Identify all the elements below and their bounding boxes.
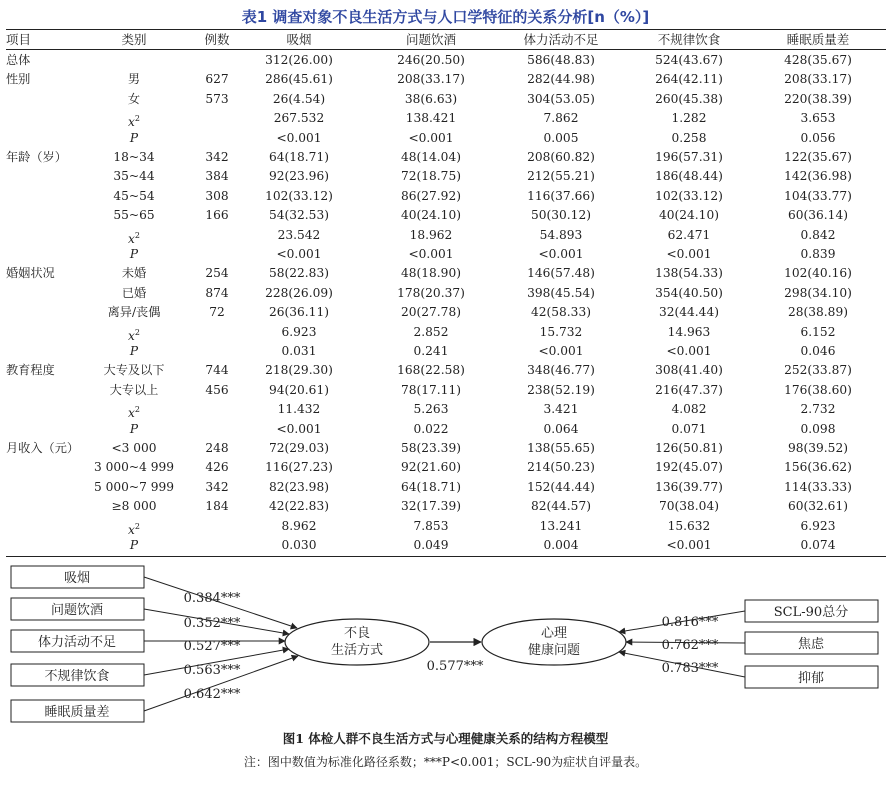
cell-category: 未婚 xyxy=(121,266,147,281)
cell-smoking: 0.030 xyxy=(281,538,317,552)
cell-poor-sleep: 104(33.77) xyxy=(784,188,852,203)
cell-drinking: 78(17.11) xyxy=(401,382,461,397)
cell-category: $x^2$ xyxy=(128,114,140,130)
cell-category: 55~65 xyxy=(113,208,155,223)
cell-drinking: 178(20.37) xyxy=(397,285,465,300)
cell-drinking: <0.001 xyxy=(408,130,454,145)
cell-poor-sleep: 2.732 xyxy=(800,402,836,417)
cell-poor-sleep: 122(35.67) xyxy=(784,150,852,164)
cell-count: 744 xyxy=(205,363,229,378)
cell-inactivity: 586(48.83) xyxy=(527,53,595,67)
indicator-label: 体力活动不足 xyxy=(37,635,117,650)
cell-inactivity: 116(37.66) xyxy=(527,188,595,203)
cell-category: 3 000~4 999 xyxy=(94,460,174,475)
structural-coefficient: 0.577*** xyxy=(426,659,484,674)
cell-poor-sleep: 6.923 xyxy=(800,518,836,533)
cell-irregular-diet: 126(50.81) xyxy=(655,441,723,455)
cell-drinking: 64(18.71) xyxy=(401,479,461,494)
header-irregular-diet: 不规律饮食 xyxy=(657,32,721,47)
cell-inactivity: 138(55.65) xyxy=(527,441,595,455)
cell-poor-sleep: 208(33.17) xyxy=(784,72,852,87)
cell-count: 254 xyxy=(205,266,229,281)
cell-item: 年龄（岁） xyxy=(6,150,67,164)
cell-category: P xyxy=(129,247,139,261)
cell-item: 月收入（元） xyxy=(6,441,80,455)
cell-drinking: 48(14.04) xyxy=(401,150,461,164)
cell-category: P xyxy=(129,538,139,552)
cell-category: $x^2$ xyxy=(128,327,140,343)
cell-drinking: 48(18.90) xyxy=(401,266,461,281)
cell-smoking: 312(26.00) xyxy=(265,53,333,67)
cell-smoking: 26(36.11) xyxy=(269,305,329,320)
cell-irregular-diet: 524(43.67) xyxy=(655,53,723,67)
cell-item: 婚姻状况 xyxy=(6,266,55,281)
cell-drinking: 20(27.78) xyxy=(401,305,461,320)
cell-irregular-diet: 196(57.31) xyxy=(655,150,723,164)
cell-irregular-diet: <0.001 xyxy=(666,344,712,358)
cell-count: 573 xyxy=(205,91,229,106)
cell-smoking: 116(27.23) xyxy=(265,460,333,475)
cell-count: 456 xyxy=(205,382,229,397)
cell-smoking: <0.001 xyxy=(276,421,322,436)
loading-coefficient: 0.762*** xyxy=(661,638,719,653)
cell-category: <3 000 xyxy=(111,441,157,455)
cell-inactivity: 146(57.48) xyxy=(527,266,595,281)
cell-drinking: 18.962 xyxy=(409,227,453,242)
cell-category: 45~54 xyxy=(113,188,155,203)
header-drinking: 问题饮酒 xyxy=(405,32,457,47)
cell-inactivity: 0.005 xyxy=(543,130,579,145)
cell-smoking: 0.031 xyxy=(281,344,317,358)
cell-poor-sleep: 428(35.67) xyxy=(784,53,852,67)
cell-category: ≥8 000 xyxy=(111,499,157,514)
cell-inactivity: 7.862 xyxy=(543,111,579,126)
cell-drinking: 168(22.58) xyxy=(397,363,465,378)
cell-smoking: 42(22.83) xyxy=(269,499,329,514)
indicator-label: 问题饮酒 xyxy=(50,603,104,618)
cell-category: 5 000~7 999 xyxy=(94,479,174,494)
cell-category: P xyxy=(129,344,139,358)
cell-irregular-diet: 15.632 xyxy=(667,518,711,533)
cell-irregular-diet: <0.001 xyxy=(666,247,712,261)
table-bottom-rule xyxy=(6,556,886,557)
cell-count: 72 xyxy=(209,305,225,320)
cell-poor-sleep: 6.152 xyxy=(800,324,836,339)
outcome-indicator-label: SCL-90总分 xyxy=(773,605,849,620)
header-item: 项目 xyxy=(6,32,32,47)
cell-smoking: 267.532 xyxy=(273,111,325,126)
cell-poor-sleep: 114(33.33) xyxy=(784,479,852,494)
cell-irregular-diet: 70(38.04) xyxy=(659,499,719,514)
cell-inactivity: 0.064 xyxy=(543,421,579,436)
cell-smoking: 64(18.71) xyxy=(269,150,329,164)
cell-inactivity: <0.001 xyxy=(538,247,584,261)
cell-inactivity: 3.421 xyxy=(543,402,579,417)
cell-irregular-diet: 0.071 xyxy=(671,421,707,436)
cell-inactivity: 13.241 xyxy=(539,518,583,533)
header-category: 类别 xyxy=(121,32,147,47)
cell-inactivity: 54.893 xyxy=(539,227,583,242)
cell-inactivity: 214(50.23) xyxy=(527,460,595,475)
cell-irregular-diet: 264(42.11) xyxy=(655,72,723,87)
cell-drinking: 138.421 xyxy=(405,111,457,126)
cell-count: 627 xyxy=(205,72,229,87)
cell-inactivity: 42(58.33) xyxy=(531,305,591,320)
cell-inactivity: 398(45.54) xyxy=(527,285,595,300)
cell-poor-sleep: 0.074 xyxy=(800,538,836,552)
cell-poor-sleep: 142(36.98) xyxy=(784,169,852,184)
cell-smoking: 58(22.83) xyxy=(269,266,329,281)
cell-irregular-diet: 192(45.07) xyxy=(655,460,723,475)
cell-item: 总体 xyxy=(6,53,31,67)
figure-caption: 图1 体检人群不良生活方式与心理健康关系的结构方程模型 xyxy=(282,731,609,746)
cell-count: 342 xyxy=(205,150,229,164)
cell-irregular-diet: 14.963 xyxy=(667,324,711,339)
cell-category: P xyxy=(129,421,139,436)
cell-category: 离异/丧偶 xyxy=(107,305,161,320)
cell-irregular-diet: 216(47.37) xyxy=(655,382,723,397)
cell-smoking: 8.962 xyxy=(281,518,317,533)
cell-irregular-diet: 62.471 xyxy=(667,227,711,242)
cell-count: 184 xyxy=(205,499,229,514)
cell-poor-sleep: 0.842 xyxy=(800,227,836,242)
cell-category: $x^2$ xyxy=(128,230,140,246)
loading-coefficient: 0.783*** xyxy=(661,661,719,676)
cell-smoking: 228(26.09) xyxy=(265,285,333,300)
cell-inactivity: 238(52.19) xyxy=(527,382,595,397)
cell-poor-sleep: 0.046 xyxy=(800,344,836,358)
cell-irregular-diet: <0.001 xyxy=(666,538,712,552)
cell-item: 教育程度 xyxy=(6,363,55,378)
cell-irregular-diet: 186(48.44) xyxy=(655,169,723,184)
cell-drinking: 32(17.39) xyxy=(401,499,461,514)
cell-smoking: 72(29.03) xyxy=(269,441,329,455)
cell-count: 874 xyxy=(205,285,229,300)
cell-category: 35~44 xyxy=(113,169,155,184)
table-title: 表1 调查对象不良生活方式与人口学特征的关系分析[n（%）] xyxy=(241,8,650,26)
cell-inactivity: 282(44.98) xyxy=(527,72,595,87)
cell-irregular-diet: 102(33.12) xyxy=(655,188,723,203)
cell-smoking: <0.001 xyxy=(276,130,322,145)
cell-poor-sleep: 176(38.60) xyxy=(784,382,852,397)
latent-lifestyle-label: 生活方式 xyxy=(330,643,384,658)
cell-smoking: 26(4.54) xyxy=(272,91,326,106)
cell-drinking: 208(33.17) xyxy=(397,72,465,87)
cell-drinking: 38(6.63) xyxy=(404,91,458,106)
cell-poor-sleep: 28(38.89) xyxy=(788,305,848,320)
cell-drinking: 86(27.92) xyxy=(401,188,461,203)
cell-poor-sleep: 98(39.52) xyxy=(788,441,848,455)
cell-inactivity: <0.001 xyxy=(538,344,584,358)
cell-smoking: 94(20.61) xyxy=(269,382,329,397)
cell-poor-sleep: 156(36.62) xyxy=(784,460,852,475)
cell-category: 已婚 xyxy=(121,285,147,300)
header-smoking: 吸烟 xyxy=(286,32,312,47)
cell-category: 大专以上 xyxy=(109,382,159,397)
cell-irregular-diet: 354(40.50) xyxy=(655,285,723,300)
cell-drinking: 0.049 xyxy=(413,538,449,552)
cell-count: 248 xyxy=(205,441,229,455)
indicator-label: 睡眠质量差 xyxy=(44,705,110,720)
cell-poor-sleep: 0.056 xyxy=(800,130,836,145)
cell-smoking: 102(33.12) xyxy=(265,188,333,203)
cell-inactivity: 0.004 xyxy=(543,538,579,552)
cell-count: 384 xyxy=(205,169,229,184)
cell-category: 女 xyxy=(127,91,141,106)
cell-count: 308 xyxy=(205,188,229,203)
cell-irregular-diet: 40(24.10) xyxy=(659,208,719,223)
cell-inactivity: 348(46.77) xyxy=(527,363,595,378)
cell-smoking: 11.432 xyxy=(277,402,321,417)
cell-smoking: 82(23.98) xyxy=(269,479,329,494)
latent-mental-label: 健康问题 xyxy=(527,643,581,658)
cell-smoking: 286(45.61) xyxy=(265,72,333,87)
cell-irregular-diet: 4.082 xyxy=(671,402,707,417)
cell-smoking: 218(29.30) xyxy=(265,363,333,378)
cell-smoking: 92(23.96) xyxy=(269,169,329,184)
cell-count: 166 xyxy=(205,208,229,223)
cell-poor-sleep: 0.098 xyxy=(800,421,836,436)
cell-inactivity: 15.732 xyxy=(539,324,583,339)
cell-inactivity: 50(30.12) xyxy=(531,208,591,223)
sem-diagram xyxy=(0,560,891,730)
cell-poor-sleep: 0.839 xyxy=(800,247,836,261)
cell-drinking: 246(20.50) xyxy=(397,53,465,67)
cell-irregular-diet: 138(54.33) xyxy=(655,266,723,281)
cell-smoking: 6.923 xyxy=(281,324,317,339)
cell-category: 18~34 xyxy=(113,150,155,164)
path-coefficient: 0.352*** xyxy=(183,616,241,631)
header-inactivity: 体力活动不足 xyxy=(523,32,599,47)
cell-irregular-diet: 32(44.44) xyxy=(659,305,719,320)
cell-inactivity: 212(55.21) xyxy=(527,169,595,184)
cell-poor-sleep: 60(32.61) xyxy=(788,499,848,514)
cell-inactivity: 304(53.05) xyxy=(527,91,595,106)
cell-drinking: 2.852 xyxy=(413,324,449,339)
cell-smoking: 23.542 xyxy=(277,227,321,242)
cell-inactivity: 82(44.57) xyxy=(531,499,591,514)
indicator-label: 吸烟 xyxy=(63,571,91,586)
cell-irregular-diet: 136(39.77) xyxy=(655,479,723,494)
header-poor-sleep: 睡眠质量差 xyxy=(786,32,850,47)
cell-drinking: 0.241 xyxy=(413,344,449,358)
cell-category: $x^2$ xyxy=(128,521,140,537)
cell-count: 342 xyxy=(205,479,229,494)
cell-inactivity: 208(60.82) xyxy=(527,150,595,164)
header-count: 例数 xyxy=(204,32,230,47)
outcome-indicator-label: 焦虑 xyxy=(797,637,825,652)
cell-irregular-diet: 0.258 xyxy=(671,130,707,145)
cell-category: P xyxy=(129,130,139,145)
cell-poor-sleep: 102(40.16) xyxy=(784,266,852,281)
cell-drinking: 5.263 xyxy=(413,402,449,417)
cell-irregular-diet: 1.282 xyxy=(671,111,707,126)
cell-poor-sleep: 3.653 xyxy=(800,111,836,126)
figure-note: 注：图中数值为标准化路径系数；***P<0.001；SCL-90为症状自评量表。 xyxy=(243,755,648,769)
loading-coefficient: 0.816*** xyxy=(661,615,719,630)
outcome-indicator-label: 抑郁 xyxy=(797,671,825,686)
cell-category: 男 xyxy=(127,72,141,87)
cell-drinking: 58(23.39) xyxy=(401,441,461,455)
cell-irregular-diet: 260(45.38) xyxy=(655,91,723,106)
indicator-label: 不规律饮食 xyxy=(44,669,110,684)
cell-drinking: 72(18.75) xyxy=(401,169,461,184)
cell-poor-sleep: 220(38.39) xyxy=(784,91,852,106)
latent-lifestyle-label: 不良 xyxy=(343,626,371,641)
cell-irregular-diet: 308(41.40) xyxy=(655,363,723,378)
cell-category: 大专及以下 xyxy=(103,363,165,378)
cell-poor-sleep: 298(34.10) xyxy=(784,285,852,300)
cell-inactivity: 152(44.44) xyxy=(527,479,595,494)
path-coefficient: 0.527*** xyxy=(183,639,241,654)
latent-mental-label: 心理 xyxy=(540,626,568,641)
path-coefficient: 0.563*** xyxy=(183,663,241,678)
cell-item: 性别 xyxy=(6,72,31,87)
cell-smoking: <0.001 xyxy=(276,247,322,261)
path-coefficient: 0.384*** xyxy=(183,591,241,606)
cell-smoking: 54(32.53) xyxy=(269,208,329,223)
cell-drinking: 0.022 xyxy=(413,421,449,436)
cell-drinking: 40(24.10) xyxy=(401,208,461,223)
path-coefficient: 0.642*** xyxy=(183,687,241,702)
cell-poor-sleep: 60(36.14) xyxy=(788,208,848,223)
cell-poor-sleep: 252(33.87) xyxy=(784,363,852,378)
cell-category: $x^2$ xyxy=(128,405,140,421)
cell-drinking: 7.853 xyxy=(413,518,449,533)
cell-drinking: <0.001 xyxy=(408,247,454,261)
cell-drinking: 92(21.60) xyxy=(401,460,461,475)
cell-count: 426 xyxy=(205,460,229,475)
